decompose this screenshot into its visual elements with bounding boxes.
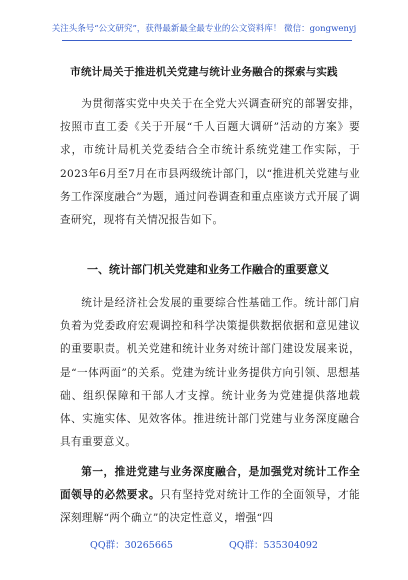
point-text: 只有坚持党对统计工作的全面领导，才能深刻理解“两个确立”的决定性意义，增强“四	[60, 489, 360, 525]
header-divider	[62, 40, 352, 41]
point-paragraph	[60, 461, 360, 531]
header-note: 关注头条号“公文研究”，获得最新最全最专业的公文资料库！ 微信：gongwenyj	[51, 24, 357, 34]
section-heading: 一、统计部门机关党建和业务工作融合的重要意义	[87, 263, 329, 276]
section-paragraph-block	[60, 292, 360, 454]
footer-qq-group-2: QQ群：535304092	[228, 540, 318, 551]
point-paragraph-block	[60, 461, 360, 531]
footer-contact	[0, 537, 408, 551]
document-title: 市统计局关于推进机关党建与统计业务融合的探索与实践	[70, 66, 338, 78]
footer-qq-group-1: QQ群：30265665	[90, 540, 173, 551]
intro-paragraph-block	[60, 93, 360, 232]
section-paragraph: 统计是经济社会发展的重要综合性基础工作。统计部门肩负着为党委政府宏观调控和科学决策提供数据依据和意见建议的重要职责。机关党建和统计业务对统计部门建设发展来说，是“一体两面”的关系。党建为统计业务提供方向引领、思想基础、组织保障和干部人才支撑。统计业务为党建提供落地载体、实施实体、见效客体。推进统计部门党建与业务深度融合具有重要意义。	[60, 297, 360, 449]
point-lead-bold: 第一，推进党建与业务深度融合，是加强党对统计工作全面领导的必然要求。	[60, 466, 360, 502]
intro-paragraph: 为贯彻落实党中央关于在全党大兴调查研究的部署安排，按照市直工委《关于开展“千人百题大调研”活动的方案》要求，市统计局机关党委结合全市统计系统党建工作实际，于2023年6月至7月在市县两级统计部门，以“推进机关党建与业务工作深度融合”为题，通过问卷调查和重点座谈方式开展了调查研究，现将有关情况报告如下。	[60, 98, 360, 227]
